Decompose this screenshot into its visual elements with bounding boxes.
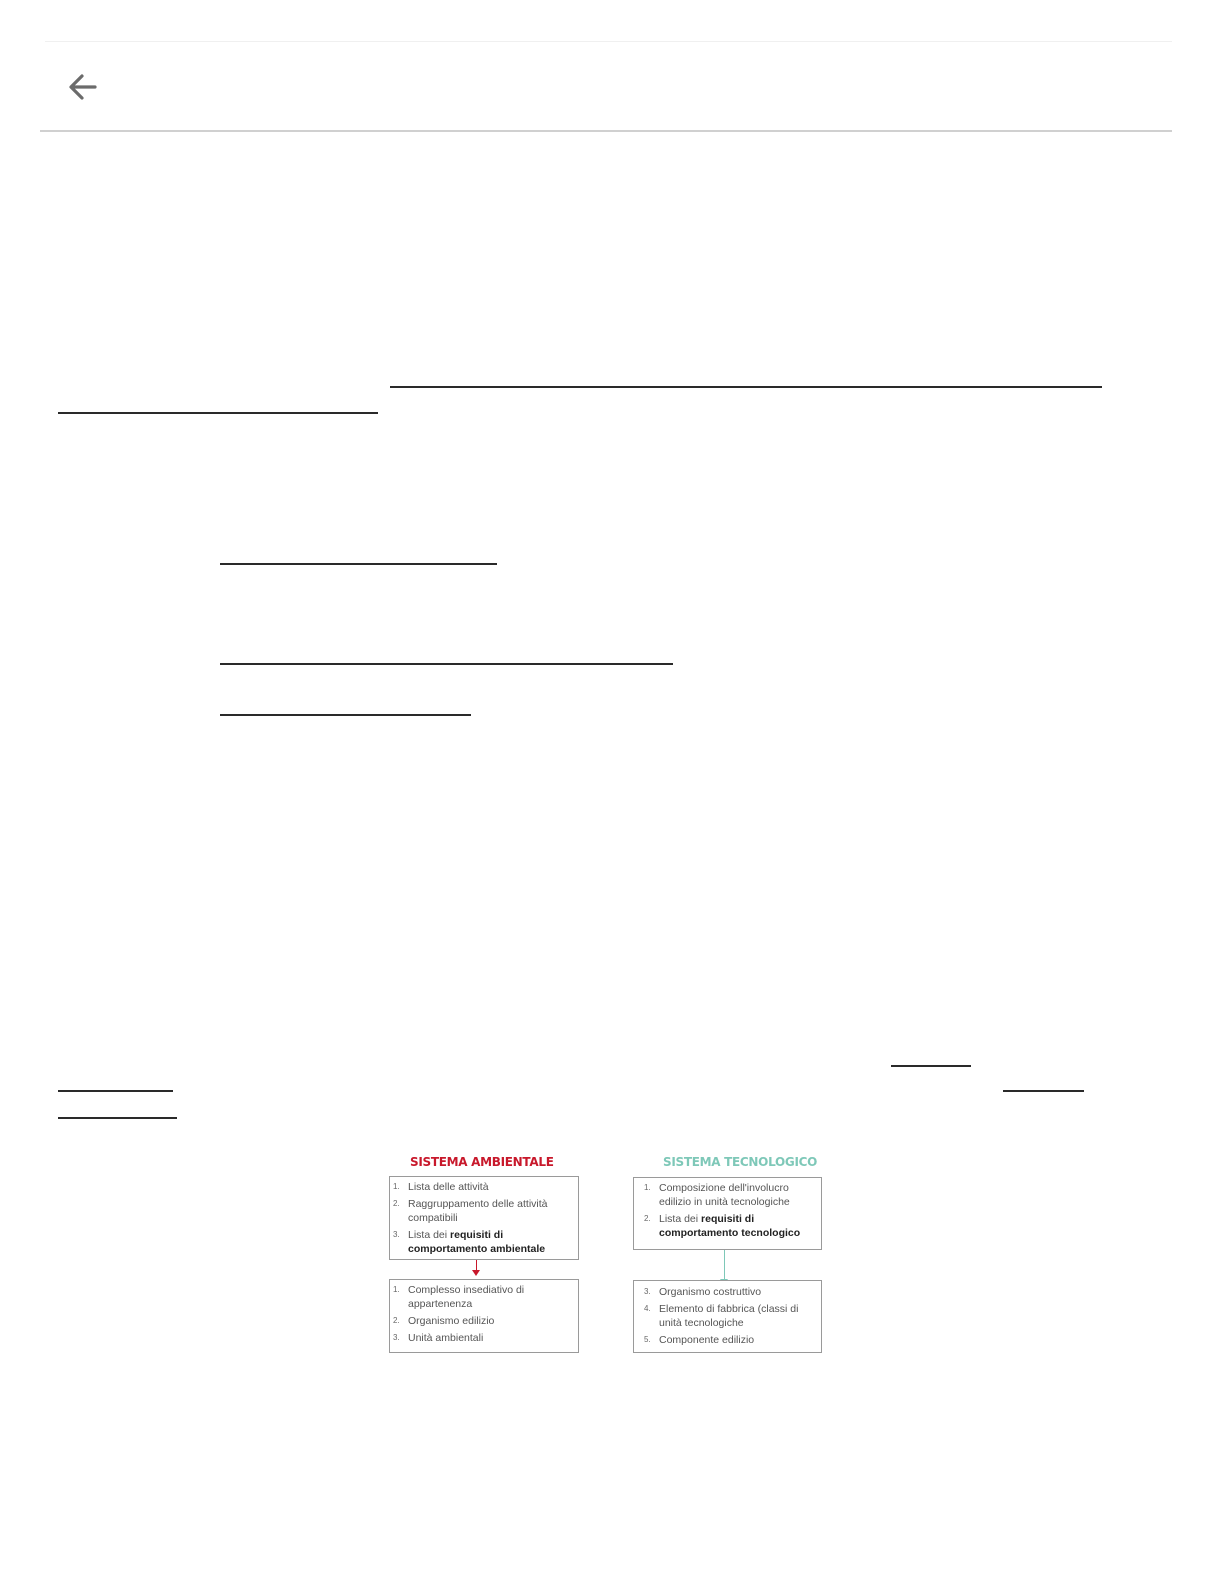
underline-link[interactable]: [58, 1117, 177, 1119]
ambientale-requirements-box: [389, 1176, 579, 1260]
ambientale-arrow-head: [472, 1270, 480, 1276]
underline-link[interactable]: [390, 386, 1102, 388]
top-border: [45, 41, 1172, 42]
list-item: 1. Composizione dell'involucro edilizio in unità tecnologiche: [644, 1182, 790, 1208]
list-item: 3. Unità ambientali: [393, 1332, 484, 1344]
arrow-left-icon: [62, 66, 104, 108]
systems-diagram: [380, 1150, 840, 1365]
tecnologico-outputs-box: [633, 1280, 822, 1353]
sistema-ambientale-title: SISTEMA AMBIENTALE: [410, 1155, 554, 1169]
list-item: 3. Organismo costruttivo: [644, 1286, 762, 1298]
list-item: 3. Lista dei requisiti di comportamento ambientale: [393, 1229, 546, 1255]
tecnologico-arrow: [724, 1250, 725, 1281]
underline-link[interactable]: [220, 714, 471, 716]
underline-link[interactable]: [1003, 1090, 1084, 1092]
header-divider: [40, 130, 1172, 132]
list-item: 2. Raggruppamento delle attività compatibili: [393, 1198, 548, 1224]
list-item: 2. Organismo edilizio: [393, 1315, 495, 1327]
list-item: 4. Elemento di fabbrica (classi di unità tecnologiche: [644, 1303, 799, 1329]
back-button[interactable]: [62, 66, 104, 108]
tecnologico-requirements-box: [633, 1177, 822, 1250]
underline-link[interactable]: [58, 1090, 173, 1092]
list-item: 5. Componente edilizio: [644, 1334, 755, 1346]
list-item: 1. Complesso insediativo di appartenenza: [393, 1284, 525, 1310]
underline-link[interactable]: [220, 663, 673, 665]
list-item: 1. Lista delle attività: [393, 1181, 489, 1193]
ambientale-outputs-box: [389, 1279, 579, 1353]
underline-link[interactable]: [220, 563, 497, 565]
sistema-tecnologico-title: SISTEMA TECNOLOGICO: [663, 1155, 818, 1169]
underline-link[interactable]: [891, 1065, 971, 1067]
list-item: 2. Lista dei requisiti di comportamento tecnologico: [644, 1213, 801, 1239]
underline-link[interactable]: [58, 412, 378, 414]
